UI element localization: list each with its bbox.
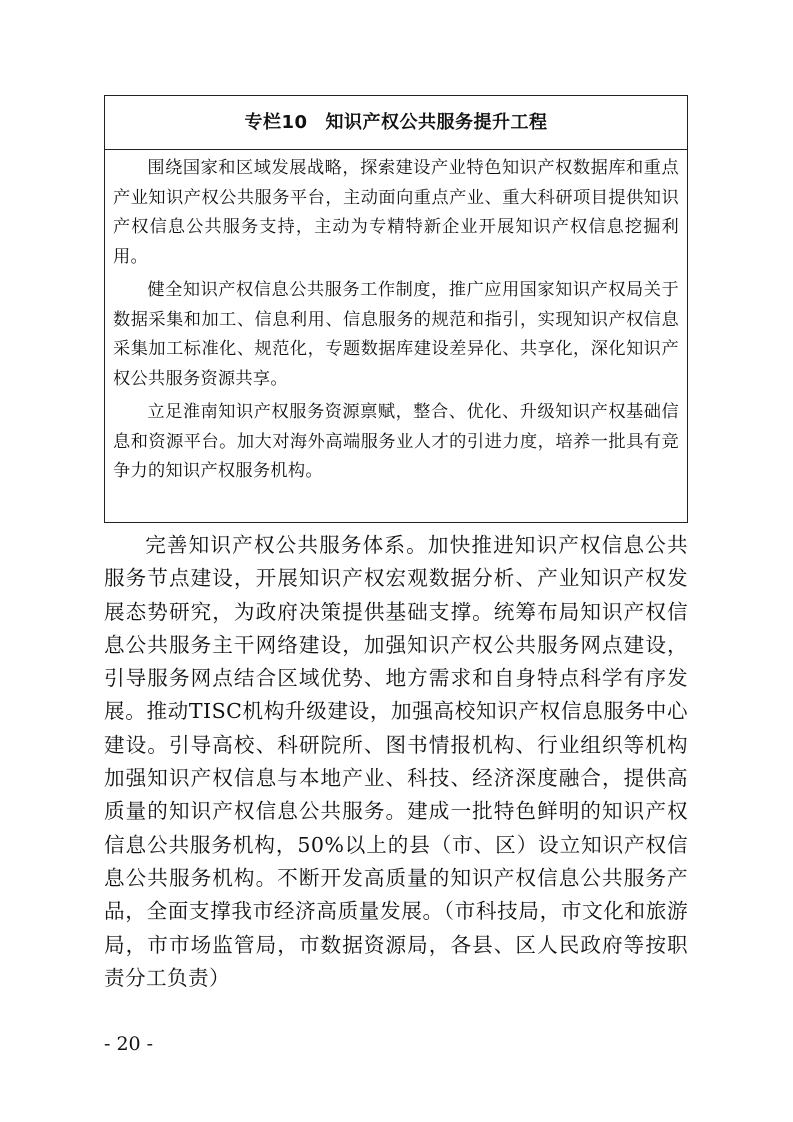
box-paragraph: 立足淮南知识产权服务资源禀赋，整合、优化、升级知识产权基础信息和资源平台。加大对海外高端服务业人才的引进力度，培养一批具有竞争力的知识产权服务机构。 bbox=[113, 402, 679, 481]
feature-box bbox=[104, 95, 688, 523]
box-label: 专栏10 bbox=[244, 112, 308, 133]
main-text bbox=[104, 529, 688, 995]
box-paragraph: 围绕国家和区域发展战略，探索建设产业特色知识产权数据库和重点产业知识产权公共服务平台，主动面向重点产业、重大科研项目提供知识产权信息公共服务支持，主动为专精特新企业开展知识产权信息挖掘利用。 bbox=[113, 158, 679, 267]
box-paragraph: 健全知识产权信息公共服务工作制度，推广应用国家知识产权局关于数据采集和加工、信息利用、信息服务的规范和指引，实现知识产权信息采集加工标准化、规范化，专题数据库建设差异化、共享化，深化知识产权公共服务资源共享。 bbox=[113, 280, 679, 389]
box-body bbox=[105, 150, 687, 487]
box-title bbox=[105, 96, 687, 150]
box-heading: 知识产权公共服务提升工程 bbox=[325, 112, 548, 133]
page-number: - 20 - bbox=[104, 1033, 154, 1055]
body-paragraph: 完善知识产权公共服务体系。加快推进知识产权信息公共服务节点建设，开展知识产权宏观数据分析、产业知识产权发展态势研究，为政府决策提供基础支撑。统筹布局知识产权信息公共服务主干网络建设，加强知识产权公共服务网点建设，引导服务网点结合区域优势、地方需求和自身特点科学有序发展。推动TISC机构升级建设，加强高校知识产权信息服务中心建设。引导高校、科研院所、图书情报机构、行业组织等机构加强知识产权信息与本地产业、科技、经济深度融合，提供高质量的知识产权信息公共服务。建成一批特色鲜明的知识产权信息公共服务机构，50%以上的县（市、区）设立知识产权信息公共服务机构。不断开发高质量的知识产权信息公共服务产品，全面支撑我市经济高质量发展。（市科技局，市文化和旅游局，市市场监管局，市数据资源局，各县、区人民政府等按职责分工负责） bbox=[104, 533, 688, 990]
